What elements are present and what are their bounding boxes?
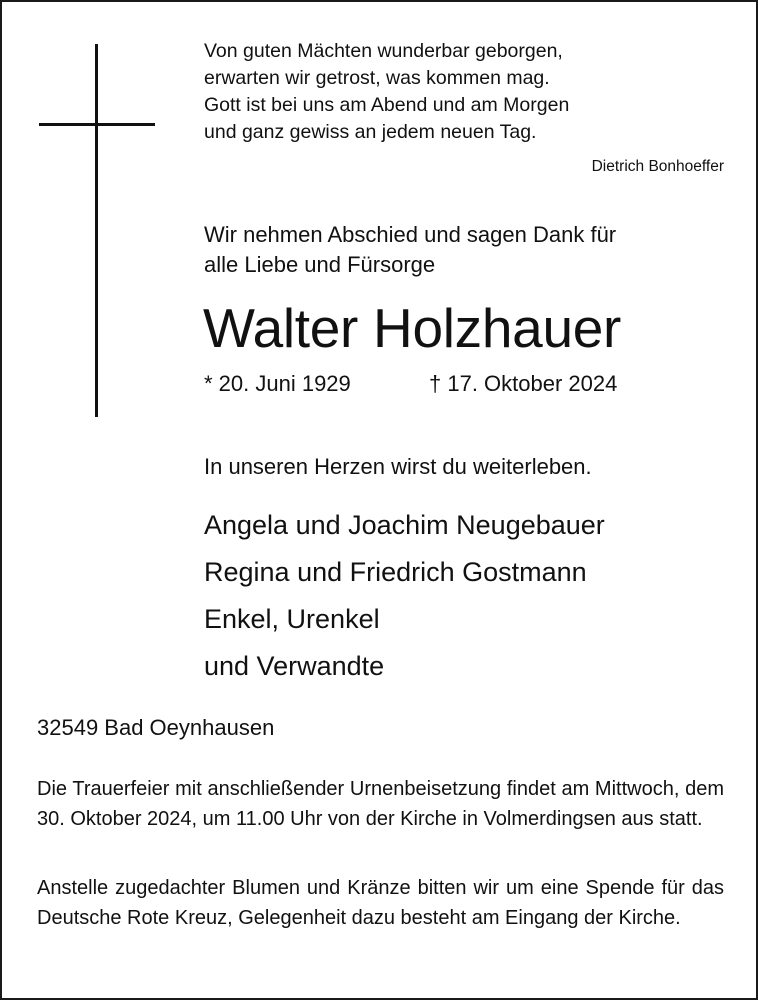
funeral-notice: Die Trauerfeier mit anschließender Urnenbeisetzung findet am Mittwoch, dem 30. Oktober 2024, um 11.00 Uhr von der Kirche in Volmerdingsen aus statt. xyxy=(37,778,724,830)
cross-horizontal-bar xyxy=(39,123,155,126)
poem-line: Gott ist bei uns am Abend und am Morgen xyxy=(204,94,570,116)
poem-line: und ganz gewiss an jedem neuen Tag. xyxy=(204,121,537,143)
cross-vertical-bar xyxy=(95,44,98,417)
mourners-list xyxy=(204,502,605,690)
farewell-line: Wir nehmen Abschied und sagen Dank für xyxy=(204,222,617,247)
poem-quote xyxy=(204,38,724,175)
address: 32549 Bad Oeynhausen xyxy=(37,715,275,740)
motto: In unseren Herzen wirst du weiterleben. xyxy=(204,454,592,479)
farewell-line: alle Liebe und Fürsorge xyxy=(204,252,436,277)
donation-notice: Anstelle zugedachter Blumen und Kränze bitten wir um eine Spende für das Deutsche Rote Kreuz, Gelegenheit dazu besteht am Eingang der Kirche. xyxy=(37,877,724,929)
birth-date: * 20. Juni 1929 xyxy=(204,371,351,396)
mourner-item: Regina und Friedrich Gostmann xyxy=(204,557,587,587)
mourner-item: und Verwandte xyxy=(204,651,385,681)
death-date: † 17. Oktober 2024 xyxy=(429,371,618,396)
poem-author: Dietrich Bonhoeffer xyxy=(591,158,724,175)
mourner-item: Enkel, Urenkel xyxy=(204,604,380,634)
mourner-item: Angela und Joachim Neugebauer xyxy=(204,510,605,540)
poem-line: erwarten wir getrost, was kommen mag. xyxy=(204,67,550,89)
poem-line: Von guten Mächten wunderbar geborgen, xyxy=(204,40,563,62)
farewell-text xyxy=(204,220,724,280)
deceased-name: Walter Holzhauer xyxy=(203,297,622,359)
